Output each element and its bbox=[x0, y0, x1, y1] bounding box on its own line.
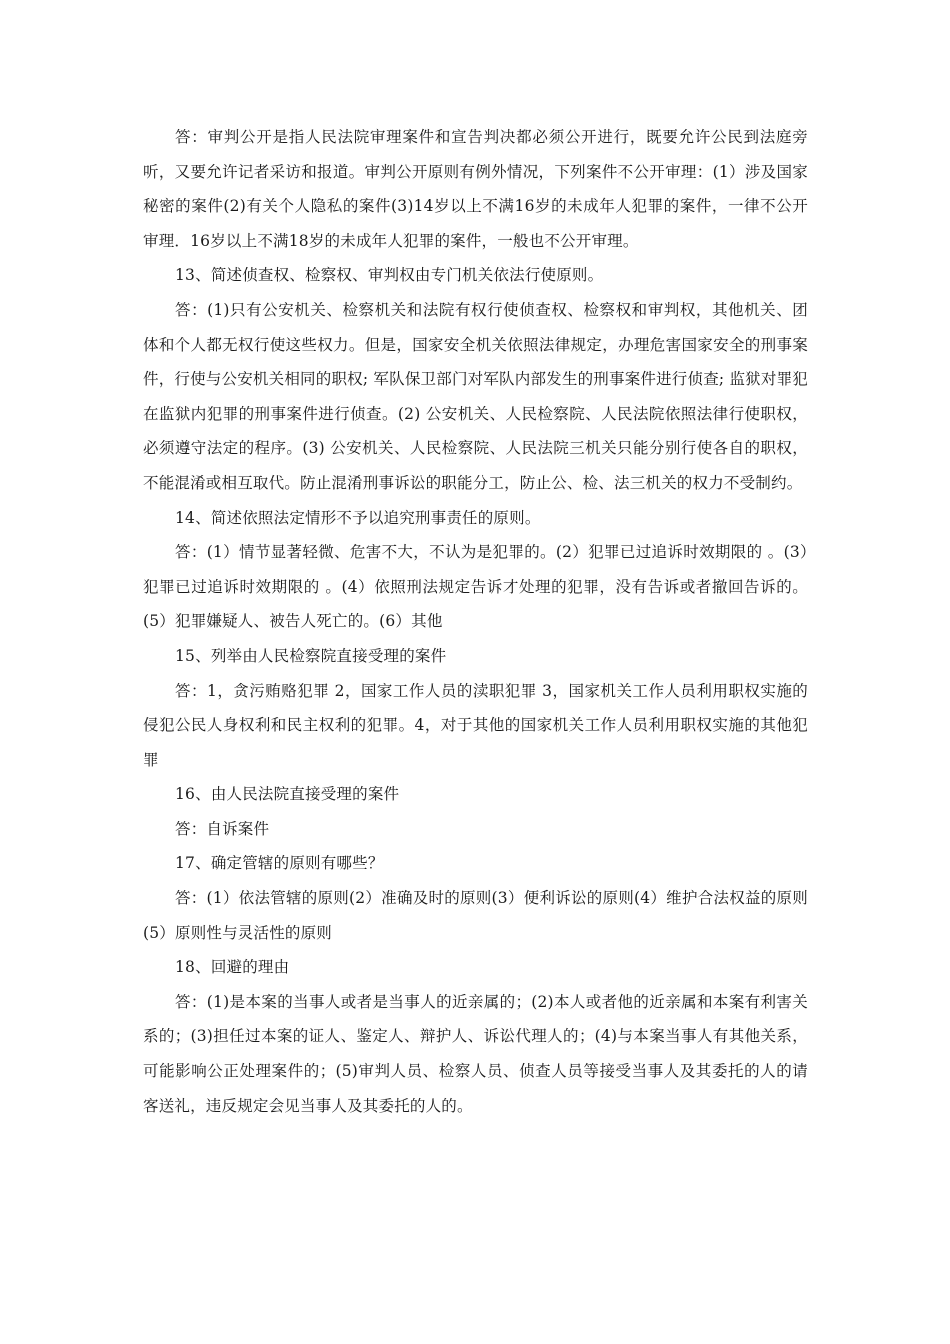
question-18: 18、回避的理由 bbox=[175, 958, 290, 977]
question-13: 13、简述侦查权、检察权、审判权由专门机关依法行使原则。 bbox=[175, 266, 604, 285]
answer-15: 答：1，贪污贿赂犯罪 2，国家工作人员的渎职犯罪 3，国家机关工作人员利用职权实施的侵犯公民人身权利和民主权利的犯罪。4，对于其他的国家机关工作人员利用职权实施的其他犯罪 bbox=[143, 681, 808, 769]
question-16: 16、由人民法院直接受理的案件 bbox=[175, 785, 400, 804]
answer-18: 答：(1)是本案的当事人或者是当事人的近亲属的；(2)本人或者他的近亲属和本案有利害关系的；(3)担任过本案的证人、鉴定人、辩护人、诉讼代理人的；(4)与本案当事人有其他关系，可能影响公正处理案件的；(5)审判人员、检察人员、侦查人员等接受当事人及其委托的人的请客送礼，违反规定会见当事人及其委托的人的。 bbox=[143, 992, 808, 1115]
answer-14: 答：(1）情节显著轻微、危害不大，不认为是犯罪的。(2）犯罪已过追诉时效期限的 。(3）犯罪已过追诉时效期限的 。(4）依照刑法规定告诉才处理的犯罪，没有告诉或者撤回告诉的。(5）犯罪嫌疑人、被告人死亡的。(6）其他 bbox=[143, 543, 808, 631]
answer-13: 答：(1)只有公安机关、检察机关和法院有权行使侦查权、检察权和审判权，其他机关、团体和个人都无权行使这些权力。但是，国家安全机关依照法律规定，办理危害国家安全的刑事案件，行使与公安机关相同的职权; 军队保卫部门对军队内部发生的刑事案件进行侦查; 监狱对罪犯在监狱内犯罪的刑事案件进行侦查。(2) 公安机关、人民检察院、人民法院依照法律行使职权，必须遵守法定的程序。(3) 公安机关、人民检察院、人民法院三机关只能分别行使各自的职权，不能混淆或相互取代。防止混淆刑事诉讼的职能分工，防止公、检、法三机关的权力不受制约。 bbox=[143, 300, 808, 492]
answer-paragraph: 答：审判公开是指人民法院审理案件和宣告判决都必须公开进行，既要允许公民到法庭旁听，又要允许记者采访和报道。审判公开原则有例外情况，下列案件不公开审理：(1）涉及国家秘密的案件(2)有关个人隐私的案件(3)14岁以上不满16岁的未成年人犯罪的案件，一律不公开审理．16岁以上不满18岁的未成年人犯罪的案件，一般也不公开审理。 bbox=[143, 128, 808, 250]
question-15: 15、列举由人民检察院直接受理的案件 bbox=[175, 646, 447, 665]
question-14: 14、简述依照法定情形不予以追究刑事责任的原则。 bbox=[175, 508, 541, 527]
answer-17: 答：(1）依法管辖的原则(2）准确及时的原则(3）便利诉讼的原则(4）维护合法权益的原则(5）原则性与灵活性的原则 bbox=[143, 889, 808, 942]
answer-16: 答：自诉案件 bbox=[175, 819, 270, 838]
question-17: 17、确定管辖的原则有哪些？ bbox=[175, 854, 384, 873]
document-body bbox=[143, 120, 808, 1123]
